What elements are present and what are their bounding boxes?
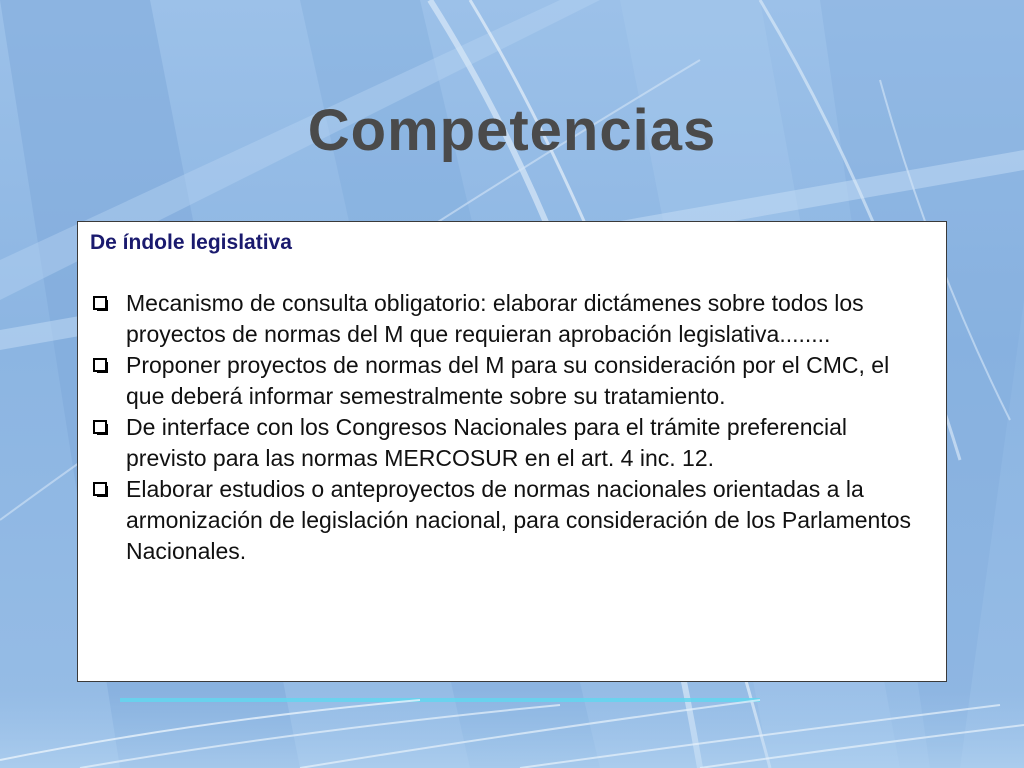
list-item xyxy=(90,288,932,350)
list-item-text: Elaborar estudios o anteproyectos de normas nacionales orientadas a la armonización de legislación nacional, para consideración de los Parlamentos Nacionales. xyxy=(126,476,912,564)
checkbox-bullet-icon xyxy=(93,296,107,310)
checkbox-bullet-icon xyxy=(93,358,107,372)
list-item-text: De interface con los Congresos Nacionales para el trámite preferencial previsto para las normas MERCOSUR en el art. 4 inc. 12. xyxy=(126,414,848,471)
list-item xyxy=(90,350,932,412)
spacer xyxy=(90,258,932,288)
list-item-text: Mecanismo de consulta obligatorio: elaborar dictámenes sobre todos los proyectos de normas del M que requieran aprobación legislativa........ xyxy=(126,290,864,347)
bullet-list xyxy=(90,288,932,567)
list-item-text: Proponer proyectos de normas del M para su consideración por el CMC, el que deberá informar semestralmente sobre su tratamiento. xyxy=(126,352,890,409)
list-item xyxy=(90,412,932,474)
list-item xyxy=(90,474,932,567)
section-heading: De índole legislativa xyxy=(90,231,292,254)
content-box xyxy=(77,221,947,682)
checkbox-bullet-icon xyxy=(93,482,107,496)
slide-title: Competencias xyxy=(307,98,717,163)
checkbox-bullet-icon xyxy=(93,420,107,434)
